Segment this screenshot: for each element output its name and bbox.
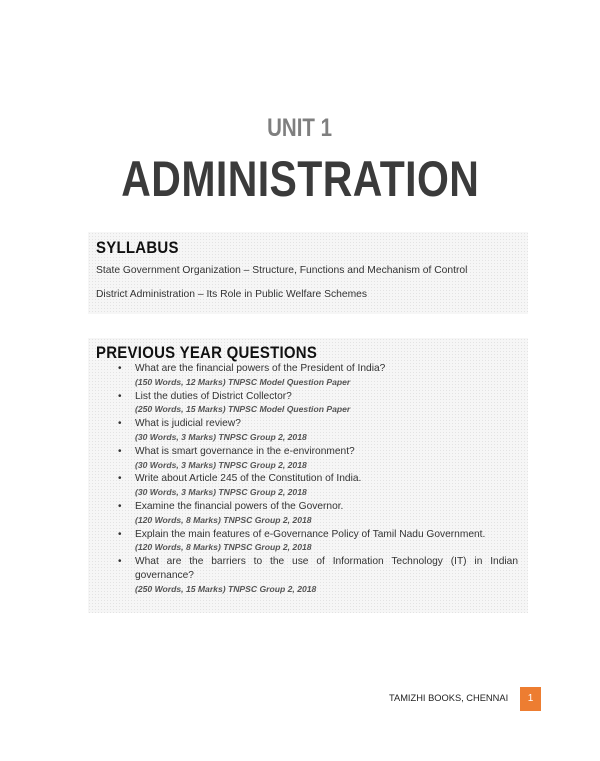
question-meta: (150 Words, 12 Marks) TNPSC Model Question Paper [135, 376, 351, 387]
question-text: What are the barriers to the use of Information Technology (IT) in Indian governance? [135, 556, 518, 581]
question-meta: (120 Words, 8 Marks) TNPSC Group 2, 2018 [135, 542, 312, 553]
question-text: What is judicial review? [135, 418, 241, 430]
bullet-icon: • [118, 473, 122, 485]
list-item [88, 528, 518, 556]
syllabus-section [88, 232, 528, 314]
bullet-icon: • [118, 528, 122, 540]
question-text: Write about Article 245 of the Constitution of India. [135, 473, 362, 485]
syllabus-line: District Administration – Its Role in Public Welfare Schemes [96, 289, 368, 300]
unit-label [0, 114, 600, 143]
list-item [88, 555, 518, 596]
unit-text: UNIT 1 [267, 114, 333, 142]
question-text: What is smart governance in the e-environment? [135, 445, 355, 457]
bullet-icon: • [118, 363, 122, 374]
bullet-icon: • [118, 500, 122, 512]
page-title [0, 150, 600, 208]
question-text: Explain the main features of e-Governance Policy of Tamil Nadu Government. [135, 528, 486, 540]
list-item [88, 500, 518, 528]
question-meta: (250 Words, 15 Marks) TNPSC Model Question Paper [135, 404, 351, 415]
bullet-icon: • [118, 418, 122, 430]
question-meta: (30 Words, 3 Marks) TNPSC Group 2, 2018 [135, 487, 307, 498]
pyq-heading: PREVIOUS YEAR QUESTIONS [96, 343, 318, 362]
question-text: Examine the financial powers of the Governor. [135, 500, 344, 512]
bullet-icon: • [118, 445, 122, 457]
list-item [88, 472, 518, 500]
question-meta: (30 Words, 3 Marks) TNPSC Group 2, 2018 [135, 431, 307, 442]
list-item [88, 417, 518, 445]
syllabus-heading: SYLLABUS [96, 238, 179, 257]
page-number: 1 [520, 687, 541, 711]
syllabus-line: State Government Organization – Structure, Functions and Mechanism of Control [96, 265, 468, 276]
question-text: What are the financial powers of the President of India? [135, 363, 386, 374]
question-text: List the duties of District Collector? [135, 390, 292, 402]
previous-year-questions-section [88, 338, 528, 613]
footer-publisher: TAMIZHI BOOKS, CHENNAI [389, 693, 509, 703]
list-item [88, 390, 518, 418]
bullet-icon: • [118, 556, 122, 568]
list-item [88, 362, 518, 390]
question-meta: (250 Words, 15 Marks) TNPSC Group 2, 2018 [135, 583, 317, 594]
title-text: ADMINISTRATION [120, 151, 480, 207]
bullet-icon: • [118, 390, 122, 402]
question-meta: (120 Words, 8 Marks) TNPSC Group 2, 2018 [135, 514, 312, 525]
list-item [88, 445, 518, 473]
question-meta: (30 Words, 3 Marks) TNPSC Group 2, 2018 [135, 459, 307, 470]
question-list [88, 362, 518, 597]
